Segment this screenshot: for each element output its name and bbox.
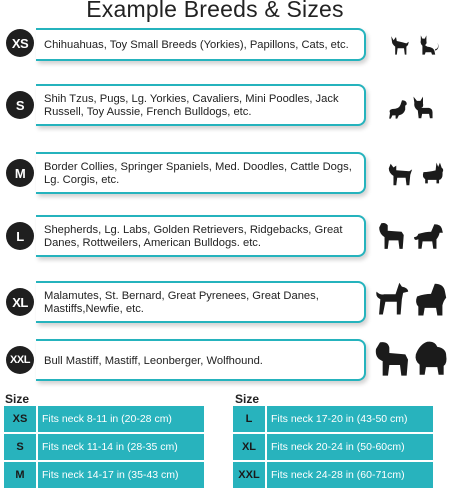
cat-silhouette-icon	[416, 32, 440, 58]
great-dane-silhouette-icon	[374, 278, 412, 318]
newfoundland-silhouette-icon	[412, 280, 450, 318]
breed-icons-xl	[374, 276, 452, 326]
breed-list-m: Border Collies, Springer Spaniels, Med. Doodles, Cattle Dogs, Lg. Corgis, etc.	[36, 152, 366, 194]
size-badge-s: S	[6, 91, 34, 119]
size-cell: XL	[233, 434, 265, 460]
size-table-right-header: Size	[235, 392, 260, 406]
rottweiler-silhouette-icon	[376, 218, 408, 252]
french-bulldog-silhouette-icon	[410, 93, 436, 121]
size-cell: S	[4, 434, 36, 460]
size-badge-m: M	[6, 159, 34, 187]
breed-list-xs: Chihuahuas, Toy Small Breeds (Yorkies), Papillons, Cats, etc.	[36, 28, 366, 61]
breed-row-xxl	[0, 338, 453, 388]
breed-row-m	[0, 148, 453, 198]
breed-list-s: Shih Tzus, Pugs, Lg. Yorkies, Cavaliers, Mini Poodles, Jack Russell, Toy Aussie, French Bulldogs, etc.	[36, 84, 366, 126]
page-title: Example Breeds & Sizes	[86, 0, 344, 22]
breed-list-xl: Malamutes, St. Bernard, Great Pyrenees, Great Danes, Mastiffs,Newfie, etc.	[36, 281, 366, 323]
size-cell: L	[233, 406, 265, 432]
breed-row-xs	[0, 22, 453, 72]
size-badge-xxl: XXL	[6, 346, 34, 374]
size-badge-xl: XL	[6, 288, 34, 316]
size-table-left-header: Size	[5, 392, 30, 406]
table-row	[4, 462, 204, 488]
breed-icons-l	[374, 210, 452, 260]
breed-row-l	[0, 210, 453, 260]
collie-silhouette-icon	[386, 160, 414, 188]
size-badge-l: L	[6, 222, 34, 250]
table-row	[233, 462, 433, 488]
mastiff-silhouette-icon	[372, 336, 412, 378]
table-row	[4, 406, 204, 432]
breed-icons-xs	[374, 22, 452, 72]
size-badge-xs: XS	[6, 29, 34, 57]
size-cell: M	[4, 462, 36, 488]
size-cell: XS	[4, 406, 36, 432]
small-dog-silhouette-icon	[386, 96, 410, 122]
breed-row-s	[0, 80, 453, 130]
fit-cell: Fits neck 11-14 in (28-35 cm)	[38, 434, 204, 460]
fit-cell: Fits neck 17-20 in (43-50 cm)	[267, 406, 433, 432]
golden-retriever-silhouette-icon	[410, 220, 448, 252]
corgi-silhouette-icon	[418, 160, 448, 186]
breed-list-l: Shepherds, Lg. Labs, Golden Retrievers, Ridgebacks, Great Danes, Rottweilers, American Bulldogs. etc.	[36, 215, 366, 257]
table-row	[233, 406, 433, 432]
chihuahua-silhouette-icon	[388, 32, 412, 58]
breed-list-xxl: Bull Mastiff, Mastiff, Leonberger, Wolfhound.	[36, 339, 366, 381]
breed-row-xl	[0, 276, 453, 326]
fit-cell: Fits neck 8-11 in (20-28 cm)	[38, 406, 204, 432]
fit-cell: Fits neck 20-24 in (50-60cm)	[267, 434, 433, 460]
breed-icons-m	[374, 148, 452, 198]
fit-cell: Fits neck 24-28 in (60-71cm)	[267, 462, 433, 488]
breed-icons-s	[374, 80, 452, 130]
fit-cell: Fits neck 14-17 in (35-43 cm)	[38, 462, 204, 488]
table-row	[4, 434, 204, 460]
leonberger-silhouette-icon	[412, 336, 450, 378]
breed-icons-xxl	[374, 338, 452, 388]
table-row	[233, 434, 433, 460]
size-cell: XXL	[233, 462, 265, 488]
